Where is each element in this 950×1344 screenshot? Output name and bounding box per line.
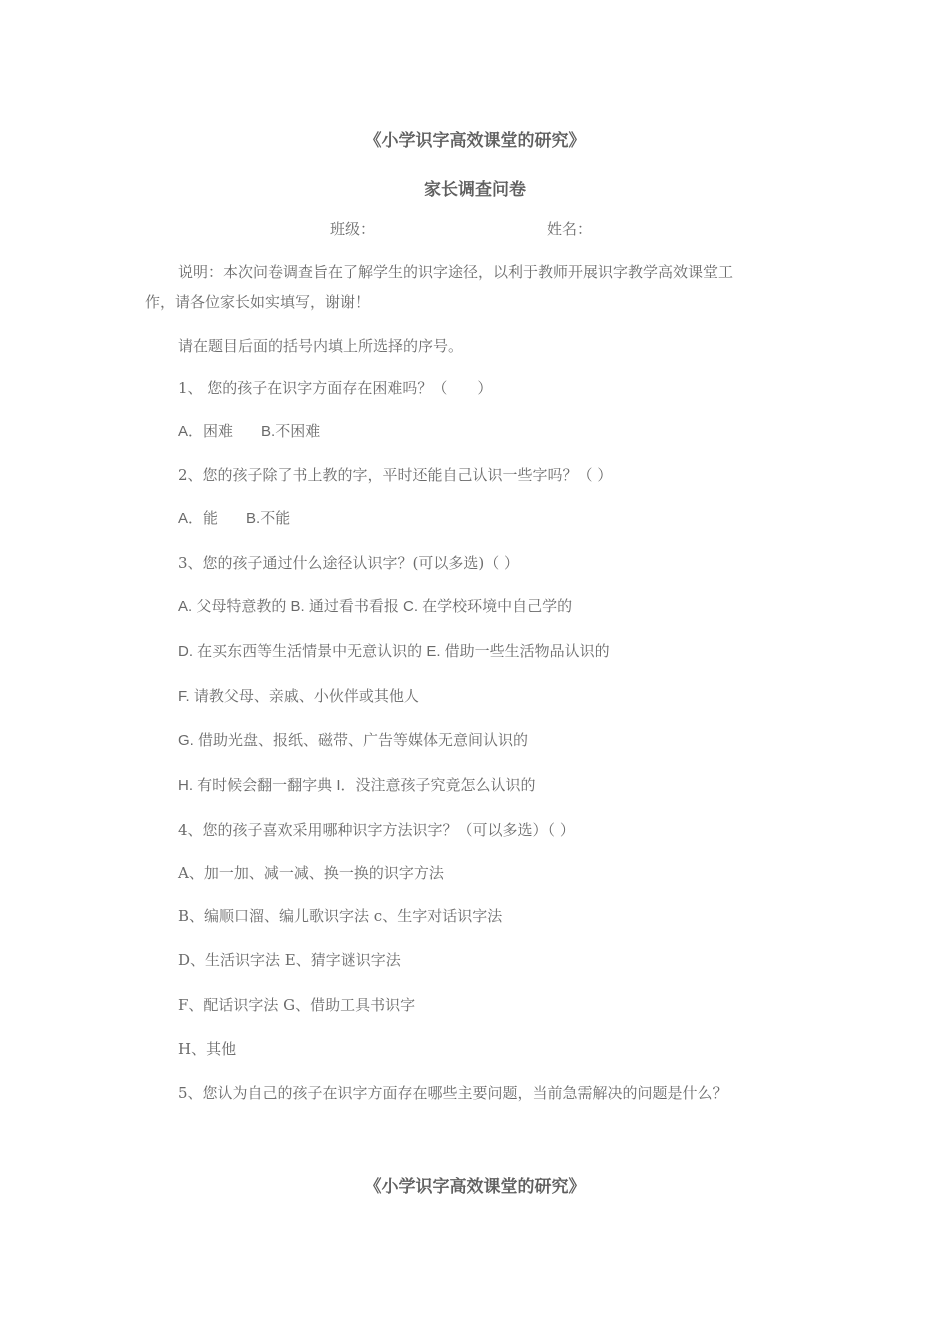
question-2-option-b: B.不能 <box>246 510 291 527</box>
intro-text-line-2: 作，请各位家长如实填写，谢谢！ <box>145 293 371 311</box>
question-3-options-line-5: H. 有时候会翻一翻字典 I．没注意孩子究竟怎么认识的 <box>178 777 536 794</box>
question-4-options-line-4: F、配话识字法 G、借助工具书识字 <box>178 996 416 1014</box>
question-2: 2、您的孩子除了书上教的字，平时还能自己认识一些字吗？（ ） <box>178 466 613 484</box>
document-title-repeat: 《小学识字高效课堂的研究》 <box>364 1177 586 1197</box>
question-4: 4、您的孩子喜欢采用哪种识字方法识字？（可以多选）（ ） <box>178 821 575 839</box>
question-2-options <box>178 508 290 529</box>
question-3-options-line-1: A. 父母特意教的 B. 通过看书看报 C. 在学校环境中自己学的 <box>178 598 573 615</box>
question-4-options-line-2: B、编顺口溜、编儿歌识字法 c、生字对话识字法 <box>178 907 503 925</box>
name-label: 姓名： <box>547 220 593 238</box>
class-label: 班级： <box>330 220 376 238</box>
instruction-text: 请在题目后面的括号内填上所选择的序号。 <box>178 337 464 355</box>
question-1: 1、 您的孩子在识字方面存在困难吗？（ ） <box>178 379 493 397</box>
question-1-options <box>178 421 320 442</box>
question-2-option-a: A．能 <box>178 510 219 527</box>
document-subtitle: 家长调查问卷 <box>424 180 526 200</box>
question-4-options-line-1: A、加一加、减一减、换一换的识字方法 <box>178 864 444 882</box>
intro-text-line-1: 说明：本次问卷调查旨在了解学生的识字途径，以利于教师开展识字教学高效课堂工 <box>178 263 734 281</box>
question-3-options-line-2: D. 在买东西等生活情景中无意认识的 E. 借助一些生活物品认识的 <box>178 643 610 660</box>
question-4-options-line-3: D、生活识字法 E、猜字谜识字法 <box>178 951 401 969</box>
question-3-options-line-4: G. 借助光盘、报纸、磁带、广告等媒体无意间认识的 <box>178 732 529 749</box>
question-1-option-b: B.不困难 <box>261 423 321 440</box>
question-3: 3、您的孩子通过什么途径认识字？(可以多选)（ ） <box>178 554 520 572</box>
question-4-options-line-5: H、其他 <box>178 1040 237 1058</box>
question-1-option-a: A．困难 <box>178 423 234 440</box>
question-3-options-line-3: F. 请教父母、亲戚、小伙伴或其他人 <box>178 688 419 705</box>
document-title: 《小学识字高效课堂的研究》 <box>364 131 586 151</box>
question-5: 5、您认为自己的孩子在识字方面存在哪些主要问题，当前急需解决的问题是什么？ <box>178 1084 728 1102</box>
